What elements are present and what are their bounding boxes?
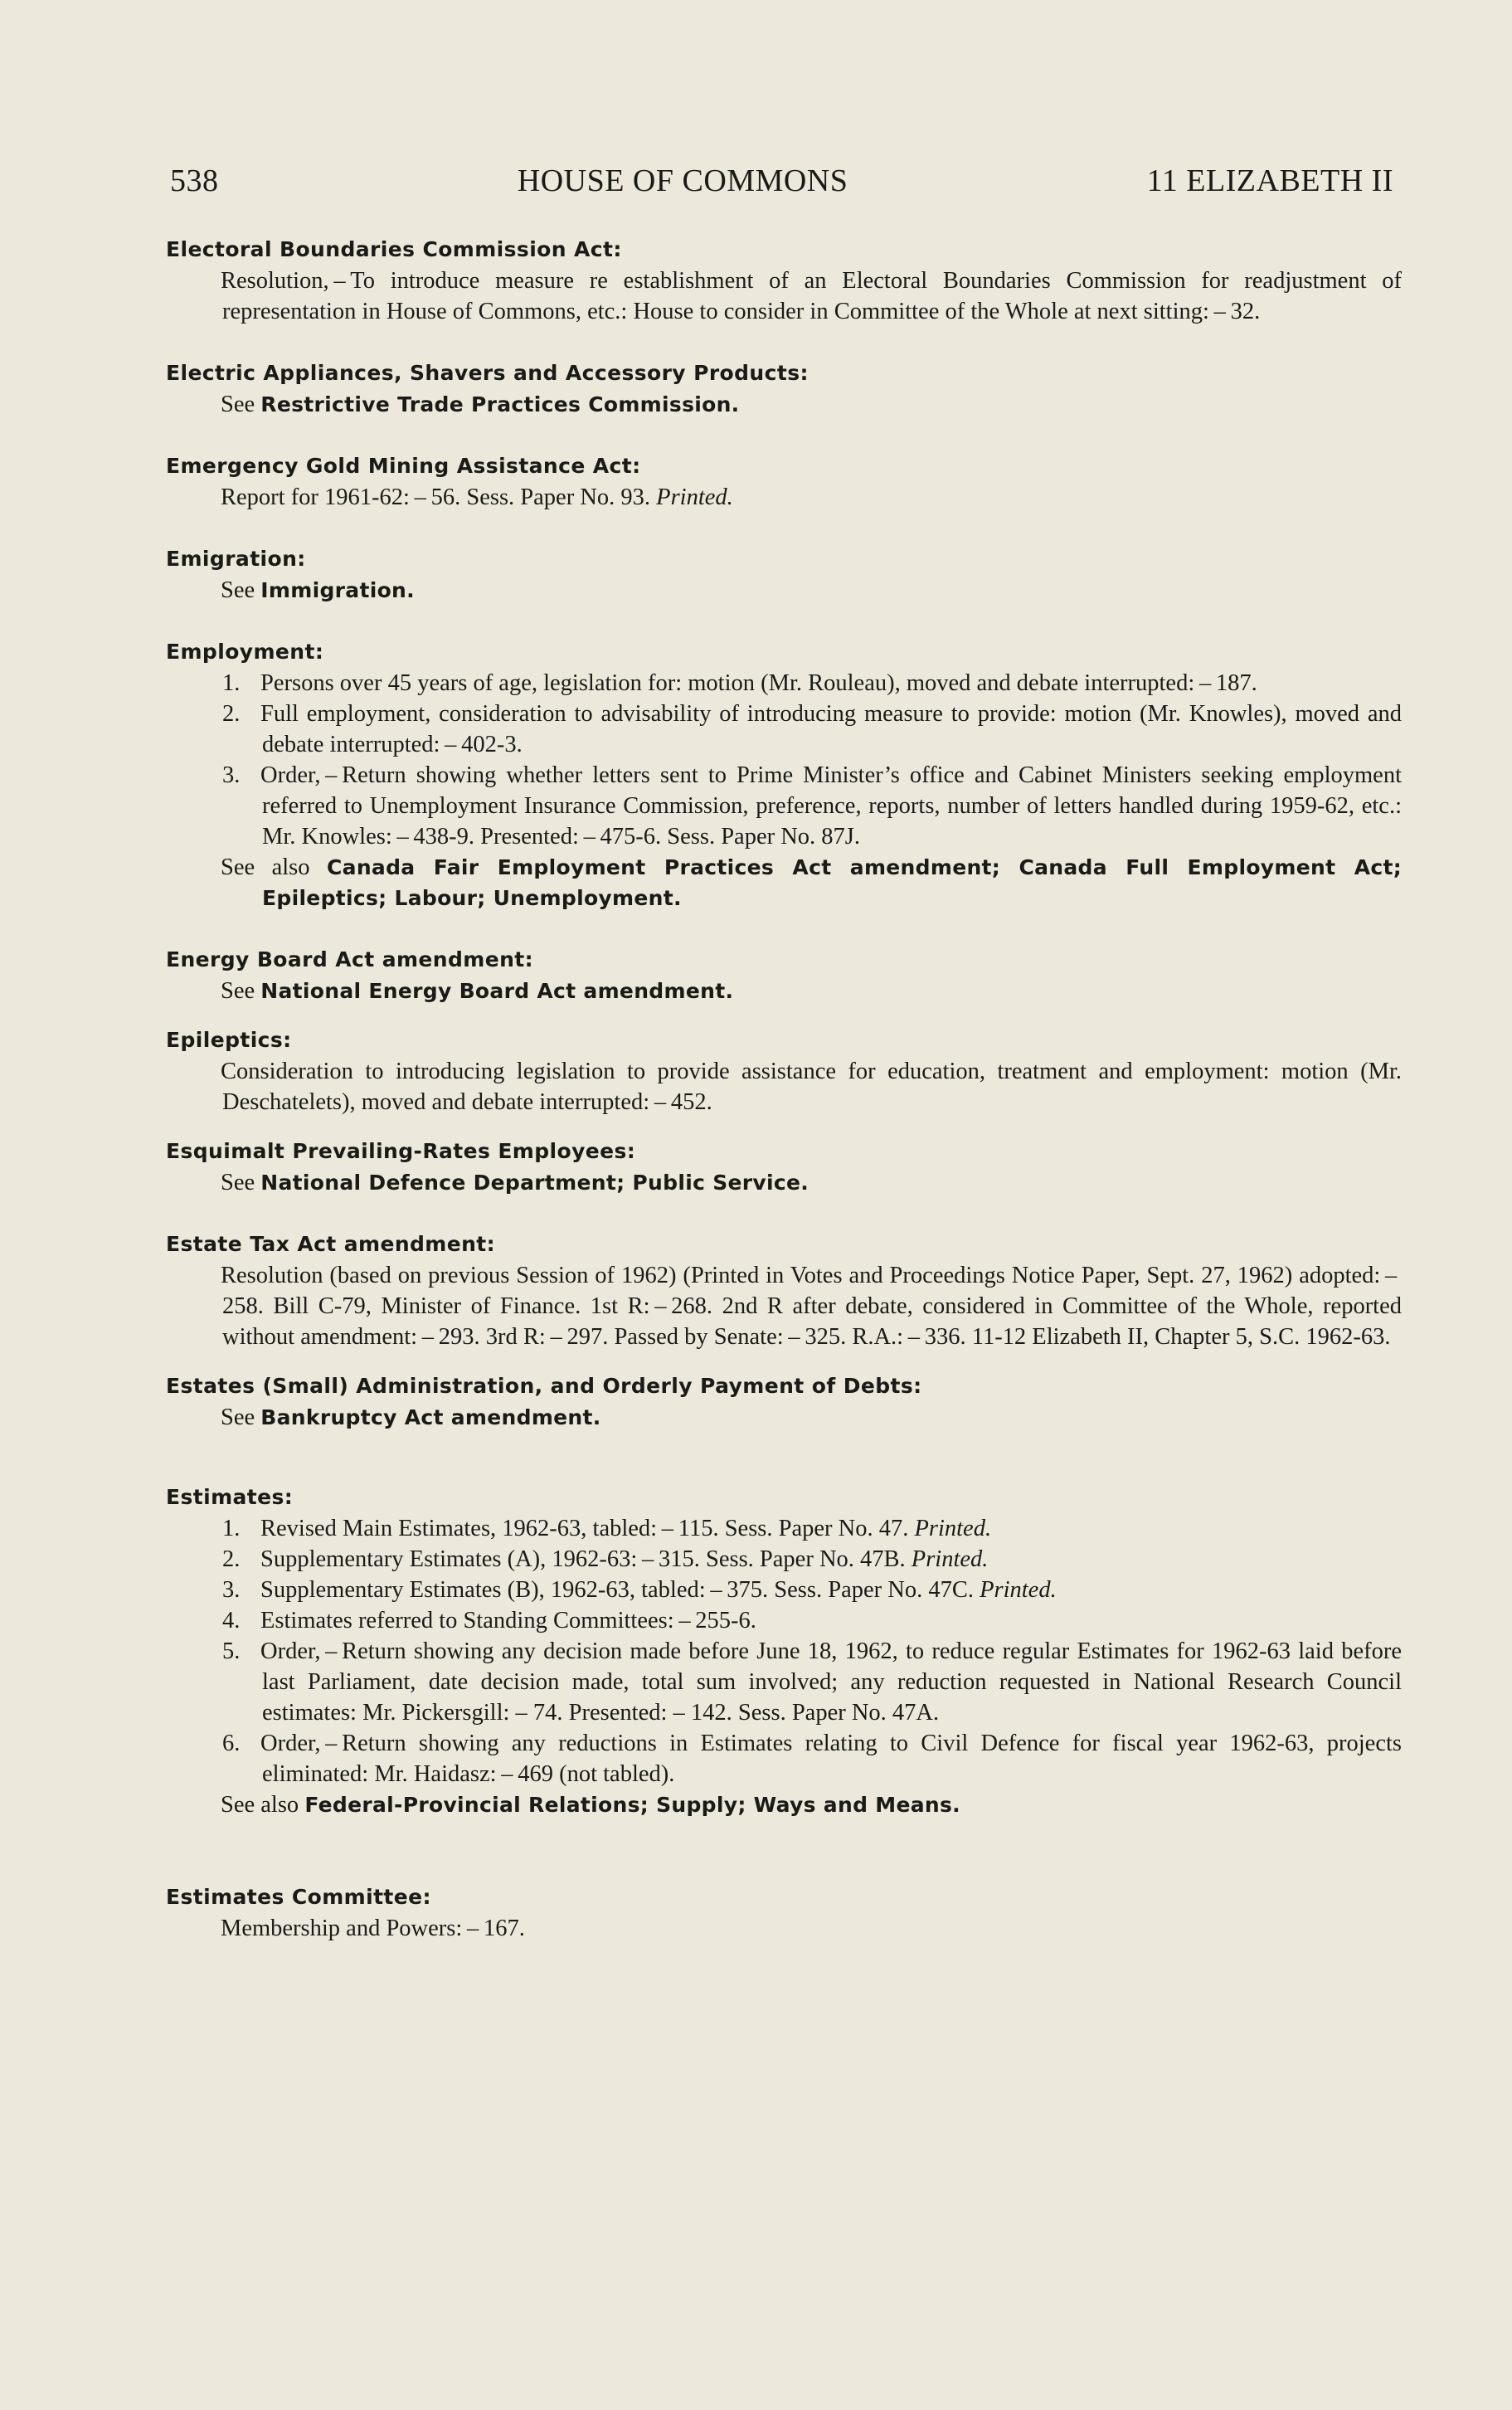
see-label: See also	[221, 1792, 299, 1818]
entry-estimates-committee	[166, 1882, 1402, 1944]
entry-text: Membership and Powers: – 167.	[221, 1916, 525, 1941]
page-title: HOUSE OF COMMONS	[517, 163, 848, 198]
item-number: 4.	[222, 1608, 241, 1633]
entry-heading: Estates (Small) Administration, and Orderly Payment of Debts:	[166, 1374, 922, 1398]
list-item	[166, 1575, 1402, 1605]
list-item	[166, 1728, 1402, 1789]
cross-reference-link[interactable]: Federal-Provincial Relations; Supply; Ways and Means.	[304, 1793, 960, 1817]
list-item	[166, 668, 1402, 699]
cross-reference-link[interactable]: National Defence Department; Public Service.	[260, 1171, 809, 1195]
item-text: Full employment, consideration to advisability of introducing measure to provide: motion (Mr. Knowles), moved and debate interrupted: – 402-3.	[260, 701, 1402, 757]
item-text: Estimates referred to Standing Committees: – 255-6.	[260, 1608, 756, 1633]
item-number: 1.	[222, 1516, 241, 1541]
entry-text	[166, 482, 1402, 513]
list-item	[166, 1513, 1402, 1544]
entry-heading: Estate Tax Act amendment:	[166, 1232, 496, 1256]
printed-label: Printed.	[980, 1577, 1057, 1603]
see-label: See	[221, 577, 255, 603]
entry-estates-small	[166, 1371, 1402, 1433]
entry-employment	[166, 636, 1402, 913]
entry-emergency-gold-mining	[166, 450, 1402, 513]
item-number: 2.	[222, 1546, 241, 1572]
see-also-reference	[166, 1789, 1402, 1820]
see-label: See also	[221, 854, 310, 880]
item-text: Revised Main Estimates, 1962-63, tabled: – 115. Sess. Paper No. 47.	[260, 1516, 909, 1541]
entry-heading: Electoral Boundaries Commission Act:	[166, 237, 622, 261]
list-item	[166, 1605, 1402, 1636]
cross-reference-link[interactable]: Canada Fair Employment Practices Act amendment; Canada Full Employment Act; Epileptics; Labour; Unemployment.	[262, 855, 1403, 910]
entry-heading: Emergency Gold Mining Assistance Act:	[166, 454, 641, 478]
see-label: See	[221, 1405, 255, 1430]
cross-reference-link[interactable]: Immigration.	[260, 578, 415, 602]
see-label: See	[221, 392, 255, 417]
entry-heading: Employment:	[166, 640, 324, 664]
item-text: Persons over 45 years of age, legislation for: motion (Mr. Rouleau), moved and debate interrupted: – 187.	[260, 670, 1257, 696]
entry-heading: Estimates:	[166, 1485, 294, 1509]
see-reference	[166, 976, 1402, 1006]
item-text: Order, – Return showing any reductions in Estimates relating to Civil Defence for fiscal year 1962-63, projects eliminated: Mr. Haidasz: – 469 (not tabled).	[260, 1731, 1402, 1787]
entry-text: Resolution, – To introduce measure re establishment of an Electoral Boundaries Commission for readjustment of representation in House of Commons, etc.: House to consider in Committee of the Whole at next sitting: – 32.	[221, 268, 1402, 324]
list-item	[166, 699, 1402, 760]
item-text: Order, – Return showing any decision made before June 18, 1962, to reduce regular Estimates for 1962-63 laid before last Parliament, date decision made, total sum involved; any reduction requested in National Research Council estimates: Mr. Pickersgill: – 74. Presented: – 142. Sess. Paper No. 47A.	[260, 1638, 1402, 1726]
entry-energy-board	[166, 944, 1402, 1006]
list-item	[166, 760, 1402, 852]
entry-esquimalt	[166, 1136, 1402, 1198]
item-text: Supplementary Estimates (B), 1962-63, tabled: – 375. Sess. Paper No. 47C.	[260, 1577, 974, 1603]
item-text: Supplementary Estimates (A), 1962-63: – 315. Sess. Paper No. 47B.	[260, 1546, 906, 1572]
item-number: 2.	[222, 701, 241, 727]
item-number: 1.	[222, 670, 241, 696]
item-number: 6.	[222, 1731, 241, 1756]
cross-reference-link[interactable]: Restrictive Trade Practices Commission.	[260, 392, 740, 416]
item-number: 5.	[222, 1638, 241, 1664]
entry-heading: Electric Appliances, Shavers and Accessory Products:	[166, 361, 809, 385]
page-header	[170, 163, 1393, 199]
page-number: 538	[170, 163, 219, 198]
entry-text: Resolution (based on previous Session of 1962) (Printed in Votes and Proceedings Notice Paper, Sept. 27, 1962) adopted: – 258. Bill C-79, Minister of Finance. 1st R: – 268. 2nd R after debate, considered in Committee of the Whole, reported without amendment: – 293. 3rd R: – 297. Passed by Senate: – 325. R.A.: – 336. 11-12 Elizabeth II, Chapter 5, S.C. 1962-63.	[221, 1263, 1402, 1350]
item-number: 3.	[222, 1577, 241, 1603]
see-label: See	[221, 1170, 255, 1195]
cross-reference-link[interactable]: Bankruptcy Act amendment.	[260, 1405, 601, 1429]
entry-estate-tax	[166, 1229, 1402, 1352]
item-text: Order, – Return showing whether letters sent to Prime Minister’s office and Cabinet Ministers seeking employment referred to Unemployment Insurance Commission, preference, reports, number of letters handled during 1959-62, etc.: Mr. Knowles: – 438-9. Presented: – 475-6. Sess. Paper No. 87J.	[260, 762, 1402, 850]
entry-heading: Energy Board Act amendment:	[166, 947, 534, 971]
entry-heading: Epileptics:	[166, 1028, 292, 1052]
list-item	[166, 1544, 1402, 1575]
session-label: 11 ELIZABETH II	[1146, 163, 1393, 198]
entry-heading: Emigration:	[166, 547, 306, 571]
entry-epileptics	[166, 1025, 1402, 1117]
entry-heading: Esquimalt Prevailing-Rates Employees:	[166, 1139, 636, 1163]
list-item	[166, 1636, 1402, 1728]
see-reference	[166, 575, 1402, 606]
printed-label: Printed.	[911, 1546, 989, 1572]
see-reference	[166, 389, 1402, 420]
entry-text-main: Report for 1961-62: – 56. Sess. Paper No. 93.	[221, 484, 651, 510]
entry-estimates	[166, 1482, 1402, 1820]
cross-reference-link[interactable]: National Energy Board Act amendment.	[260, 979, 734, 1003]
entry-text: Consideration to introducing legislation to provide assistance for education, treatment and employment: motion (Mr. Deschatelets), moved and debate interrupted: – 452.	[221, 1059, 1402, 1115]
entry-emigration	[166, 543, 1402, 606]
index-content	[166, 234, 1402, 1944]
item-number: 3.	[222, 762, 241, 788]
see-also-reference	[166, 852, 1402, 913]
see-reference	[166, 1167, 1402, 1198]
entry-electric-appliances	[166, 358, 1402, 420]
entry-heading: Estimates Committee:	[166, 1885, 431, 1909]
entry-electoral-boundaries	[166, 234, 1402, 327]
printed-label: Printed.	[656, 484, 733, 510]
printed-label: Printed.	[914, 1516, 992, 1541]
see-label: See	[221, 978, 255, 1004]
see-reference	[166, 1402, 1402, 1433]
